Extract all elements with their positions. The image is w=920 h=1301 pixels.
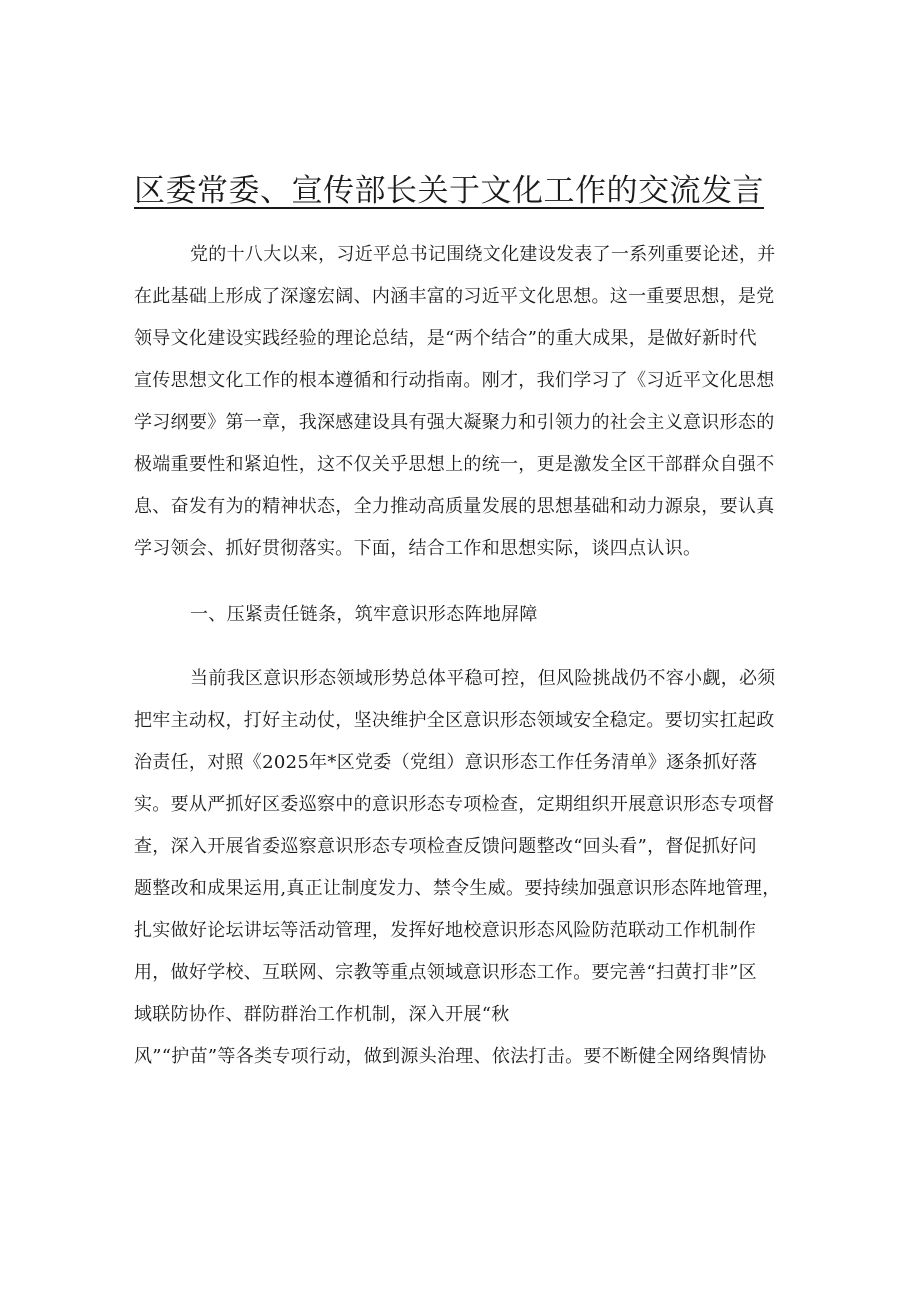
paragraph-line: 实。要从严抓好区委巡察中的意识形态专项检查，定期组织开展意识形态专项督 — [134, 794, 775, 815]
document-title: 区委常委、宣传部长关于文化工作的交流发言 — [134, 173, 764, 209]
paragraph-line: 党的十八大以来，习近平总书记围绕文化建设发表了一系列重要论述，并 — [190, 244, 776, 265]
paragraph-line: 风”“护苗”等各类专项行动，做到源头治理、依法打击。要不断健全网络舆情协 — [134, 1046, 767, 1067]
paragraph-line: 宣传思想文化工作的根本遵循和行动指南。刚才，我们学习了《习近平文化思想 — [134, 370, 775, 391]
paragraph-line: 当前我区意识形态领域形势总体平稳可控，但风险挑战仍不容小觑，必须 — [190, 668, 776, 689]
paragraph-line: 域联防协作、群防群治工作机制，深入开展“秋 — [134, 1004, 510, 1025]
section-heading: 一、压紧责任链条，筑牢意识形态阵地屏障 — [190, 604, 538, 625]
paragraph-line: 把牢主动权，打好主动仗，坚决维护全区意识形态领域安全稳定。要切实扛起政 — [134, 710, 775, 731]
paragraph-line: 治责任，对照《2025年*区党委（党组）意识形态工作任务清单》逐条抓好落 — [134, 752, 758, 773]
paragraph-line: 学习领会、抓好贯彻落实。下面，结合工作和思想实际，谈四点认识。 — [134, 538, 702, 559]
paragraph-line: 扎实做好论坛讲坛等活动管理，发挥好地校意识形态风险防范联动工作机制作 — [134, 920, 757, 941]
paragraph-line: 在此基础上形成了深邃宏阔、内涵丰富的习近平文化思想。这一重要思想，是党 — [134, 286, 775, 307]
paragraph-line: 题整改和成果运用,真正让制度发力、禁令生威。要持续加强意识形态阵地管理， — [134, 878, 781, 899]
paragraph-line: 领导文化建设实践经验的理论总结，是“两个结合”的重大成果，是做好新时代 — [134, 328, 757, 349]
paragraph-line: 用，做好学校、互联网、宗教等重点领域意识形态工作。要完善“扫黄打非”区 — [134, 962, 757, 983]
paragraph-line: 学习纲要》第一章，我深感建设具有强大凝聚力和引领力的社会主义意识形态的 — [134, 412, 775, 433]
paragraph-line: 查，深入开展省委巡察意识形态专项检查反馈问题整改“回头看”，督促抓好问 — [134, 836, 757, 857]
paragraph-line: 极端重要性和紧迫性，这不仅关乎思想上的统一，更是激发全区干部群众自强不 — [134, 454, 775, 475]
paragraph-line: 息、奋发有为的精神状态，全力推动高质量发展的思想基础和动力源泉，要认真 — [134, 496, 775, 517]
